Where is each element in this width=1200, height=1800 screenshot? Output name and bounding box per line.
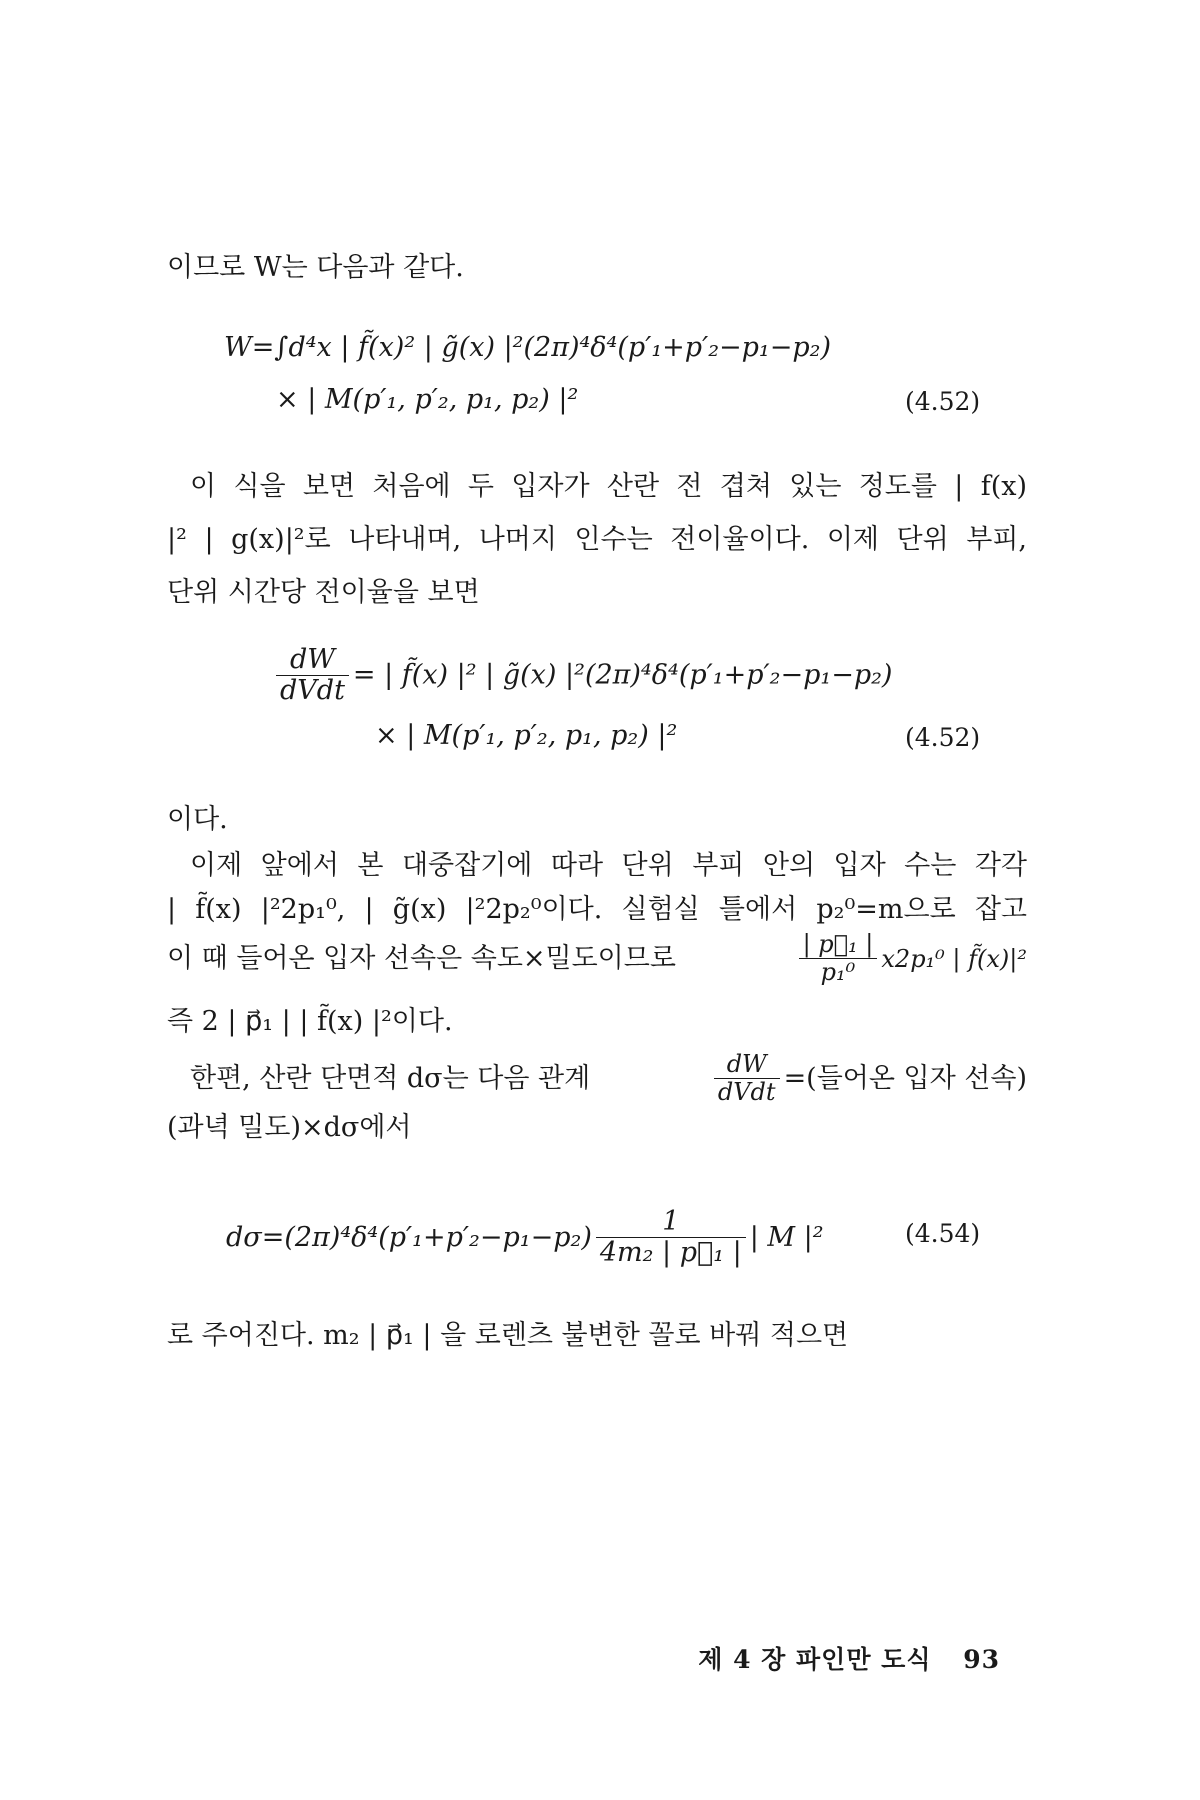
cross-section-text: 한편, 산란 단면적 dσ는 다음 관계 xyxy=(190,1062,591,1094)
fraction-denominator: dVdt xyxy=(280,675,345,707)
equation-cross-section-lhs: dσ=(2π)⁴δ⁴(p′₁+p′₂−p₁−p₂) xyxy=(226,1221,592,1253)
flux-expression xyxy=(795,932,1027,985)
paragraph-density-line-4: 즉 2 | p⃗₁ | | f̃(x) |²이다. xyxy=(167,1006,453,1037)
equation-cross-section-rhs: | M |² xyxy=(749,1221,824,1253)
chapter-title: 제 4 장 파인만 도식 xyxy=(698,1645,932,1674)
flux-text: 이 때 들어온 입자 선속은 속도×밀도이므로 xyxy=(167,942,676,974)
equation-rate-line-1 xyxy=(272,646,892,706)
fraction-numerator: dW xyxy=(276,646,349,676)
equation-cross-section-fraction xyxy=(596,1208,746,1268)
relation-tail: =(들어온 입자 선속) xyxy=(783,1062,1027,1094)
fraction-denominator: p₁⁰ xyxy=(820,958,856,987)
fraction-numerator: dW xyxy=(714,1052,780,1079)
equation-number-4-52-a: (4.52) xyxy=(905,387,981,416)
paragraph-overlap-line-1: 이 식을 보면 처음에 두 입자가 산란 전 겹쳐 있는 정도를 | f(x) xyxy=(190,471,1027,502)
paragraph-density-line-2: | f̃(x) |²2p₁⁰, | g̃(x) |²2p₂⁰이다. 실험실 틀에서 p₂⁰=m으로 잡고 xyxy=(167,894,1027,925)
equation-w-line-1: W=∫d⁴x | f̃(x)² | g̃(x) |²(2π)⁴δ⁴(p′₁+p′₂−p₁−p₂) xyxy=(224,332,832,363)
paragraph-overlap-line-2: |² | g(x)|²로 나타내며, 나머지 인수는 전이율이다. 이제 단위 부피, xyxy=(167,524,1027,555)
equation-cross-section xyxy=(226,1208,824,1268)
page-footer xyxy=(698,1640,1000,1676)
paragraph-cross-section-line-1 xyxy=(190,1052,1027,1105)
equation-number-4-52-b: (4.52) xyxy=(905,723,981,752)
paragraph-intro: 이므로 W는 다음과 같다. xyxy=(167,252,464,283)
equation-rate-fraction xyxy=(276,646,349,706)
paragraph-density-line-1: 이제 앞에서 본 대중잡기에 따라 단위 부피 안의 입자 수는 각각 xyxy=(190,850,1027,881)
page-number: 93 xyxy=(963,1645,1000,1674)
flux-fraction xyxy=(799,932,878,985)
equation-w-line-2: × | M(p′₁, p′₂, p₁, p₂) |² xyxy=(276,384,579,415)
paragraph-overlap-line-3: 단위 시간당 전이율을 보면 xyxy=(167,577,480,608)
relation-fraction xyxy=(714,1052,780,1105)
paragraph-cross-section-line-2: (과녁 밀도)×dσ에서 xyxy=(167,1112,412,1143)
paragraph-ida: 이다. xyxy=(167,804,228,835)
fraction-denominator: dVdt xyxy=(717,1078,776,1107)
paragraph-density-line-3 xyxy=(167,932,1027,985)
equation-rate-rhs: = | f̃(x) |² | g̃(x) |²(2π)⁴δ⁴(p′₁+p′₂−p₁−p₂) xyxy=(352,659,893,691)
equation-rate-line-2: × | M(p′₁, p′₂, p₁, p₂) |² xyxy=(375,720,678,751)
fraction-denominator: 4m₂ | p⃗₁ | xyxy=(599,1237,742,1269)
fraction-numerator: | p⃗₁ | xyxy=(799,932,878,959)
paragraph-lorentz: 로 주어진다. m₂ | p⃗₁ | 을 로렌츠 불변한 꼴로 바꿔 적으면 xyxy=(167,1320,849,1351)
cross-section-relation xyxy=(710,1052,1027,1105)
equation-number-4-54: (4.54) xyxy=(905,1219,981,1248)
flux-tail: x2p₁⁰ | f̃(x)|² xyxy=(881,944,1027,973)
fraction-numerator: 1 xyxy=(596,1208,746,1238)
